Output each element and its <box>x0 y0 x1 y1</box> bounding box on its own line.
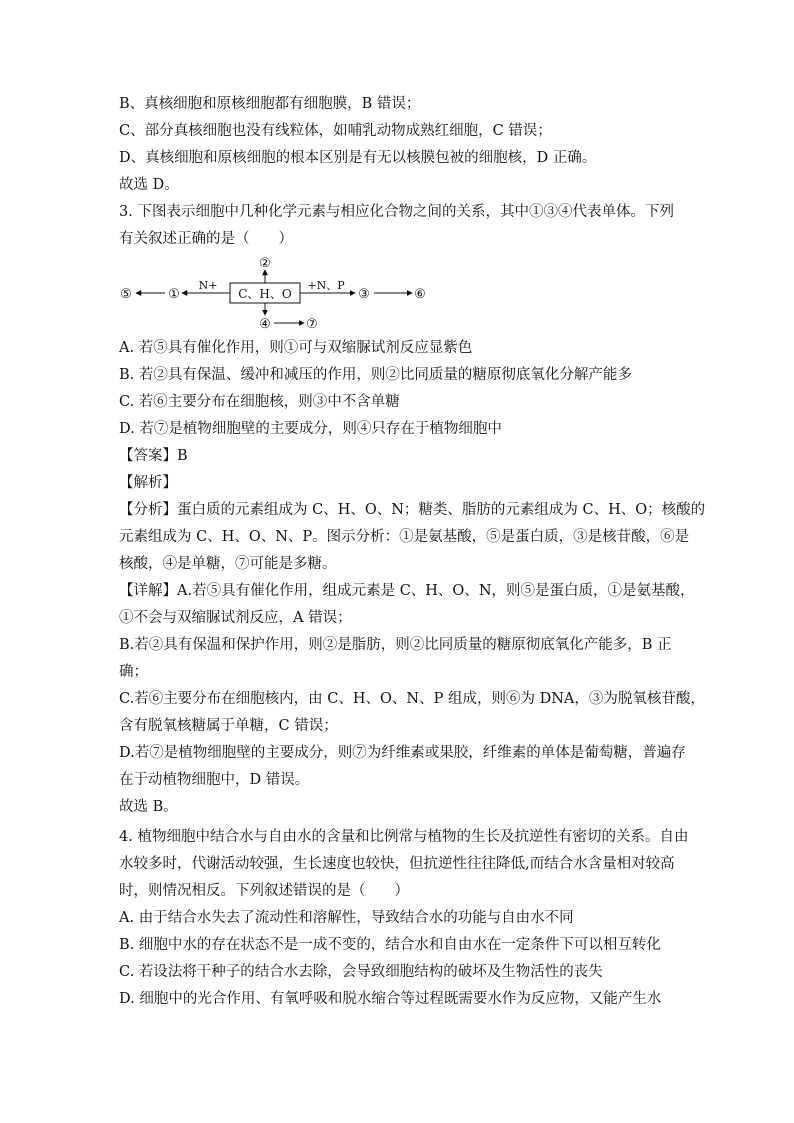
text-line: 含有脱氧核糖属于单糖，C 错误； <box>119 718 338 734</box>
node-4: ④ <box>259 317 271 332</box>
elements-label: C、H、O <box>238 287 292 301</box>
text-line: B.若②具有保温和保护作用，则②是脂肪，则②比同质量的糖原彻底氧化产能多，B 正 <box>119 637 672 653</box>
text-line: D.若⑦是植物细胞壁的主要成分，则⑦为纤维素或果胶，纤维素的单体是葡萄糖，普遍存 <box>119 745 686 761</box>
element-compound-diagram <box>118 255 438 333</box>
node-3: ③ <box>358 287 370 302</box>
option-b: B. 细胞中水的存在状态不是一成不变的，结合水和自由水在一定条件下可以相互转化 <box>119 937 661 953</box>
answer: 【答案】B <box>119 448 188 464</box>
question-4-stem: 4. 植物细胞中结合水与自由水的含量和比例常与植物的生长及抗逆性有密切的关系。自由 <box>119 829 689 845</box>
option-d: D. 若⑦是植物细胞壁的主要成分，则④只存在于植物细胞中 <box>119 421 502 437</box>
node-7: ⑦ <box>306 317 318 332</box>
question-4-stem: 时，则情况相反。下列叙述错误的是（ ） <box>119 883 409 899</box>
question-3-stem: 有关叙述正确的是（ ） <box>119 231 293 247</box>
option-a: A. 若⑤具有催化作用，则①可与双缩脲试剂反应显紫色 <box>119 340 473 356</box>
text-line: 元素组成为 C、H、O、N、P。图示分析：①是氨基酸，⑤是蛋白质，③是核苷酸，⑥是 <box>119 529 690 545</box>
node-5: ⑤ <box>120 287 132 302</box>
option-b: B. 若②具有保温、缓冲和减压的作用，则②比同质量的糖原彻底氧化分解产能多 <box>119 367 632 383</box>
text-line: ①不会与双缩脲试剂反应，A 错误； <box>119 610 352 626</box>
text-line: 在于动植物细胞中，D 错误。 <box>119 772 310 788</box>
option-d: D. 细胞中的光合作用、有氧呼吸和脱水缩合等过程既需要水作为反应物，又能产生水 <box>119 991 662 1007</box>
text-line: 确； <box>119 664 148 680</box>
option-c: C. 若⑥主要分布在细胞核，则③中不含单糖 <box>119 394 400 410</box>
analysis-heading: 【解析】 <box>119 475 177 491</box>
node-6: ⑥ <box>414 287 426 302</box>
text-line: C、部分真核细胞也没有线粒体，如哺乳动物成熟红细胞，C 错误； <box>119 123 552 139</box>
option-c: C. 若设法将干种子的结合水去除，会导致细胞结构的破坏及生物活性的丧失 <box>119 964 603 980</box>
text-line: 故选 D。 <box>119 177 179 193</box>
text-line: 【详解】A.若⑤具有催化作用，组成元素是 C、H、O、N，则⑤是蛋白质，①是氨基酸， <box>119 583 695 599</box>
text-line: 【分析】蛋白质的元素组成为 C、H、O、N；糖类、脂肪的元素组成为 C、H、O；核酸的 <box>119 502 706 518</box>
text-line: 核酸，④是单糖，⑦可能是多糖。 <box>119 556 337 572</box>
node-1: ① <box>168 287 180 302</box>
option-a: A. 由于结合水失去了流动性和溶解性，导致结合水的功能与自由水不同 <box>119 910 574 926</box>
text-line: 故选 B。 <box>119 799 178 815</box>
left-label: N+ <box>198 279 218 292</box>
right-label: +N、P <box>307 279 345 292</box>
question-3-stem: 3. 下图表示细胞中几种化学元素与相应化合物之间的关系，其中①③④代表单体。下列 <box>119 204 674 220</box>
node-2: ② <box>259 256 271 271</box>
question-4-stem: 水较多时，代谢活动较强，生长速度也较快，但抗逆性往往降低,而结合水含量相对较高 <box>119 856 675 872</box>
text-line: D、真核细胞和原核细胞的根本区别是有无以核膜包被的细胞核，D 正确。 <box>119 150 597 166</box>
text-line: B、真核细胞和原核细胞都有细胞膜，B 错误； <box>119 96 421 112</box>
text-line: C.若⑥主要分布在细胞核内，由 C、H、O、N、P 组成，则⑥为 DNA，③为脱氧核苷酸， <box>119 691 705 707</box>
